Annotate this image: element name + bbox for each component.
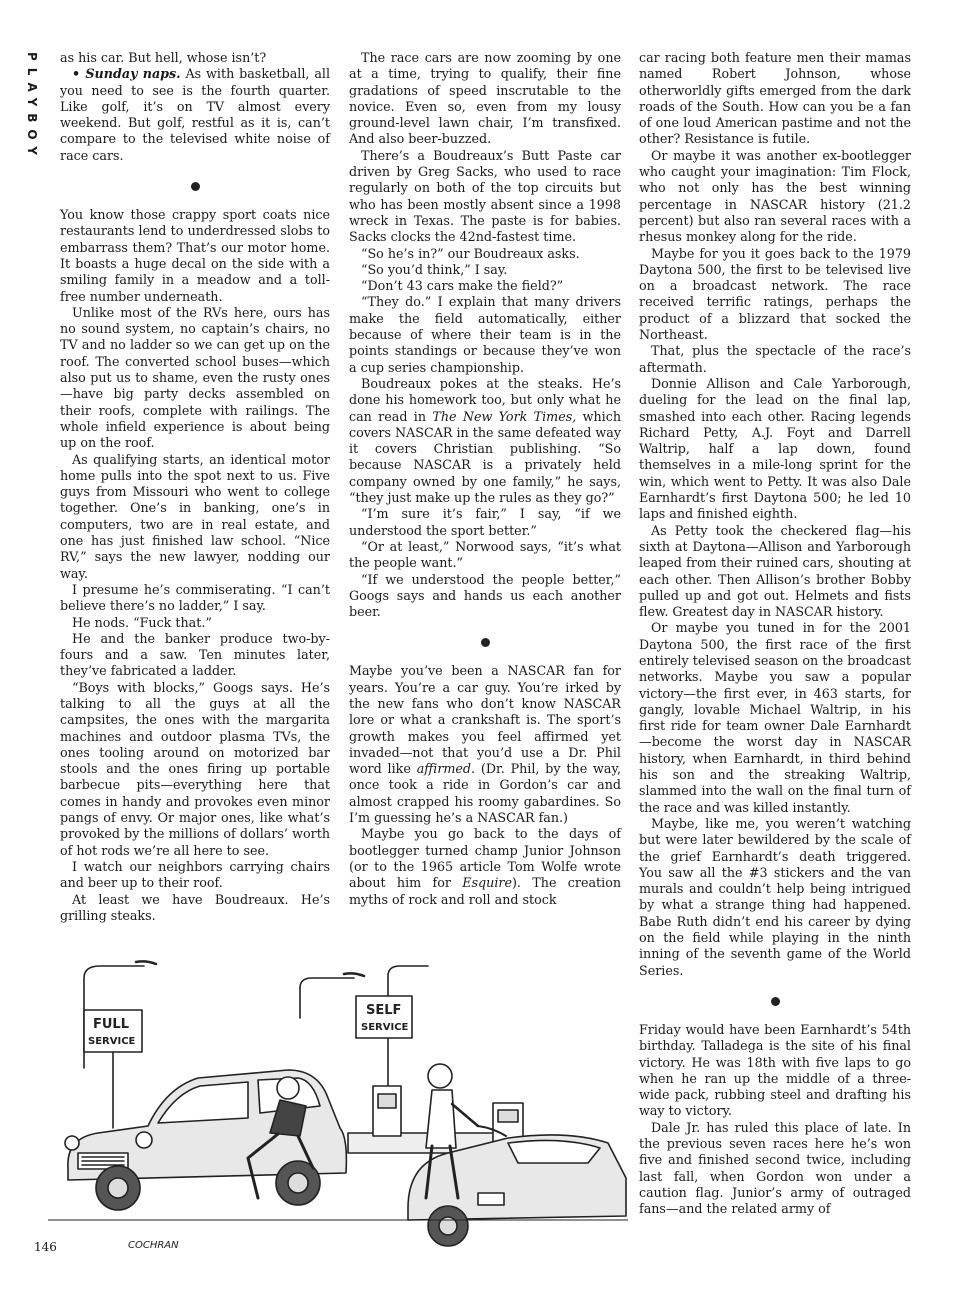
article-paragraph bbox=[349, 506, 621, 539]
paragraph-text: Boudreaux pokes at the steaks. He’s done his homework too, but only what he can read in bbox=[349, 375, 621, 424]
paragraph-text: Friday would have been Earnhardt’s 54th birthday. Talladega is the site of his final victory. He was 18th with five laps to go when he ran up the middle of a three-wide pack, rubbing steel and drafting his way to victory. bbox=[639, 1021, 911, 1119]
paragraph-text: “Boys with blocks,” Googs says. He’s talking to all the guys at all the campsites, the ones with the margarita machines and outdoor plasma TVs, the ones tooling around on motorized bar stools and the ones firing up portable barbecue pits—everything here that comes in handy and provokes even minor pangs of envy. Or major ones, like what’s provoked by the millions of dollars’ worth of hot rods we’re all here to see. bbox=[60, 679, 330, 858]
article-paragraph bbox=[639, 620, 911, 816]
paragraph-text: I watch our neighbors carrying chairs and beer up to their roof. bbox=[60, 858, 330, 891]
article-paragraph bbox=[349, 246, 621, 262]
article-paragraph bbox=[349, 148, 621, 246]
gas-station-cartoon bbox=[48, 958, 628, 1258]
article-paragraph bbox=[60, 207, 330, 305]
paragraph-text: “So you’d think,” I say. bbox=[361, 261, 508, 277]
section-divider-dot bbox=[771, 997, 780, 1006]
paragraph-text: At least we have Boudreaux. He’s grilling steaks. bbox=[60, 891, 330, 923]
paragraph-text: Maybe you’ve been a NASCAR fan for years. You’re a car guy. You’re irked by the new fans who don’t know NASCAR lore or what a crankshaft is. The sport’s growth makes you feel affirmed yet invaded—not that you’d use a Dr. Phil word like bbox=[349, 663, 621, 777]
article-paragraph bbox=[349, 663, 621, 826]
article-paragraph bbox=[639, 816, 911, 979]
article-paragraph bbox=[639, 523, 911, 621]
article-paragraph bbox=[60, 615, 330, 631]
article-paragraph bbox=[349, 278, 621, 294]
paragraph-text: That, plus the spectacle of the race’s aftermath. bbox=[639, 343, 911, 375]
paragraph-text: As qualifying starts, an identical motor home pulls into the spot next to us. Five guys from Missouri who went to college together. One’s in banking, one’s in computers, two are in real estate, and one has just finished law school. “Nice RV,” says the new lawyer, nodding our way. bbox=[60, 451, 330, 581]
paragraph-text: “They do.” I explain that many drivers make the field automatically, either because of where their team is in the points standings or because they’ve won a cup series championship. bbox=[349, 294, 621, 375]
article-paragraph bbox=[639, 1120, 911, 1218]
article-paragraph bbox=[349, 572, 621, 621]
article-paragraph bbox=[349, 539, 621, 572]
article-paragraph bbox=[60, 452, 330, 582]
article-paragraph bbox=[60, 66, 330, 164]
article-paragraph bbox=[349, 826, 621, 907]
paragraph-text: as his car. But hell, whose isn’t? bbox=[60, 50, 267, 65]
paragraph-lead: • Sunday naps. bbox=[72, 66, 181, 82]
article-paragraph bbox=[349, 376, 621, 506]
full-sign-line2: SERVICE bbox=[88, 1036, 136, 1047]
paragraph-text: As with basketball, all you need to see is the fourth quarter. Like golf, it’s on TV almost every weekend. But golf, restful as it is, can’t compare to the televised white noise of race cars. bbox=[60, 66, 331, 163]
paragraph-text: Maybe you go back to the days of bootlegger turned champ Junior Johnson (or to the 1965 article Tom Wolfe wrote about him for bbox=[349, 826, 621, 891]
article-paragraph bbox=[639, 1022, 911, 1120]
paragraph-text: You know those crappy sport coats nice restaurants lend to underdressed slobs to embarrass them? That’s our motor home. It boasts a huge decal on the side with a smiling family in a meadow and a toll-free number underneath. bbox=[60, 207, 330, 304]
paragraph-text: “I’m sure it’s fair,” I say, “if we understood the sport better.” bbox=[349, 506, 621, 538]
paragraph-text: The race cars are now zooming by one at a time, trying to qualify, their fine gradations of speed inscrutable to the novice. Even so, even from my lousy ground-level lawn chair, I’m transfixed. And also beer-buzzed. bbox=[349, 50, 621, 147]
paragraph-text: “Or at least,” Norwood says, “it’s what the people want.” bbox=[349, 538, 621, 571]
section-divider-dot bbox=[191, 182, 200, 191]
paragraph-text: Dale Jr. has ruled this place of late. In the previous seven races here he’s won five and finished second twice, including last fall, when Gordon won under a caution flag. Junior’s army of outraged fans—and the related army of bbox=[639, 1119, 911, 1217]
paragraph-text: “If we understood the people better,” Googs says and hands us each another beer. bbox=[349, 571, 621, 620]
article-paragraph bbox=[60, 892, 330, 925]
article-paragraph bbox=[60, 859, 330, 892]
article-paragraph bbox=[349, 50, 621, 148]
full-sign-line1: FULL bbox=[93, 1017, 130, 1032]
paragraph-text: There’s a Boudreaux’s Butt Paste car driven by Greg Sacks, who used to race regularly on both of the top circuits but who has been mostly absent since a 1998 wreck in Texas. The paste is for babies. Sacks clocks the 42nd-fastest time. bbox=[349, 147, 621, 245]
article-paragraph bbox=[639, 148, 911, 246]
italic-title: The New York Times, bbox=[432, 408, 577, 424]
self-sign-line1: SELF bbox=[366, 1003, 402, 1018]
paragraph-text: Donnie Allison and Cale Yarborough, dueling for the lead on the final lap, smashed into each other. Racing legends Richard Petty, A.J. Foyt and Darrell Waltrip, half a lap down, found themselves in a mile-long sprint for the win, which went to Petty. It was also Dale Earnhardt’s first Daytona 500; he led 10 laps and finished eighth. bbox=[639, 375, 911, 522]
paragraph-text: Unlike most of the RVs here, ours has no sound system, no captain’s chairs, no TV and no ladder so we can get up on the roof. The converted school buses—which also put us to shame, even the rusty ones—have big party decks assembled on their roofs, complete with railings. The whole infield experience is about being up on the roof. bbox=[60, 304, 330, 451]
paragraph-text-continued: ). The creation myths of rock and roll and stock bbox=[349, 875, 621, 907]
page-number: 146 bbox=[34, 1240, 57, 1254]
magazine-masthead bbox=[24, 52, 42, 192]
article-paragraph bbox=[60, 582, 330, 615]
cartoonist-signature: COCHRAN bbox=[128, 1240, 179, 1251]
article-paragraph bbox=[60, 50, 330, 66]
article-paragraph bbox=[60, 305, 330, 452]
article-paragraph bbox=[349, 294, 621, 375]
paragraph-text: Or maybe it was another ex-bootlegger who caught your imagination: Tim Flock, who not only has the best winning percentage in NASCAR history (21.2 percent) but also ran several races with a rhesus monkey along for the ride. bbox=[639, 147, 911, 245]
paragraph-text-continued: . (Dr. Phil, by the way, once took a ride in Gordon’s car and almost crapped his roomy gabardines. So I’m guessing he’s a NASCAR fan.) bbox=[349, 761, 621, 826]
paragraph-text: car racing both feature men their mamas named Robert Johnson, whose otherworldly gifts emerged from the dark roads of the South. How can you be a fan of one loud American pastime and not the other? Resistance is futile. bbox=[639, 50, 911, 147]
article-paragraph bbox=[60, 631, 330, 680]
article-paragraph bbox=[60, 680, 330, 859]
paragraph-text: He nods. “Fuck that.” bbox=[72, 614, 212, 630]
self-sign-line2: SERVICE bbox=[361, 1022, 409, 1033]
article-paragraph bbox=[349, 262, 621, 278]
paragraph-text-continued: which covers NASCAR in the same defeated way it covers Christian publishing. “So because NASCAR is a privately held company owned by one family,” he says, “they just make up the rules as they go?” bbox=[349, 408, 621, 506]
paragraph-text: “Don’t 43 cars make the field?” bbox=[361, 278, 564, 294]
article-column-3 bbox=[639, 50, 911, 1217]
article-column-2 bbox=[349, 50, 621, 908]
article-paragraph bbox=[639, 50, 911, 148]
section-divider-dot bbox=[481, 638, 490, 647]
italic-title: Esquire bbox=[462, 875, 512, 891]
masthead-text: PLAYBOY bbox=[25, 52, 39, 162]
paragraph-text: Or maybe you tuned in for the 2001 Daytona 500, the first race of the first entirely televised season on the broadcast networks. Maybe you saw a popular victory—the first ever, in 463 starts, for gangly, lovable Michael Waltrip, in his first ride for team owner Dale Earnhardt—become the worst day in NASCAR history, when Earnhardt, in third behind his son and the streaking Waltrip, slammed into the wall on the final turn of the race and was killed instantly. bbox=[639, 620, 911, 815]
paragraph-text: Maybe, like me, you weren’t watching but were later bewildered by the scale of the grief Earnhardt’s death triggered. You saw all the #3 stickers and the van murals and couldn’t help being intrigued by what a strange thing had happened. Babe Ruth didn’t end his career by dying on the field while playing in the ninth inning of the seventh game of the World Series. bbox=[639, 815, 911, 978]
article-paragraph bbox=[639, 343, 911, 376]
paragraph-text: “So he’s in?” our Boudreaux asks. bbox=[361, 245, 580, 261]
italic-title: affirmed bbox=[416, 761, 472, 777]
paragraph-text: I presume he’s commiserating. “I can’t believe there’s no ladder,” I say. bbox=[60, 581, 330, 614]
paragraph-text: He and the banker produce two-by-fours and a saw. Ten minutes later, they’ve fabricated a ladder. bbox=[60, 630, 330, 679]
paragraph-text: Maybe for you it goes back to the 1979 Daytona 500, the first to be televised live on a broadcast network. The race received terrific ratings, perhaps the product of a blizzard that socked the Northeast. bbox=[639, 245, 911, 343]
article-column-1 bbox=[60, 50, 330, 924]
article-paragraph bbox=[639, 376, 911, 523]
article-paragraph bbox=[639, 246, 911, 344]
paragraph-text: As Petty took the checkered flag—his sixth at Daytona—Allison and Yarborough leaped from their ruined cars, shouting at each other. Then Allison’s brother Bobby pulled up and got out. Helmets and fists flew. Greatest day in NASCAR history. bbox=[639, 522, 911, 620]
